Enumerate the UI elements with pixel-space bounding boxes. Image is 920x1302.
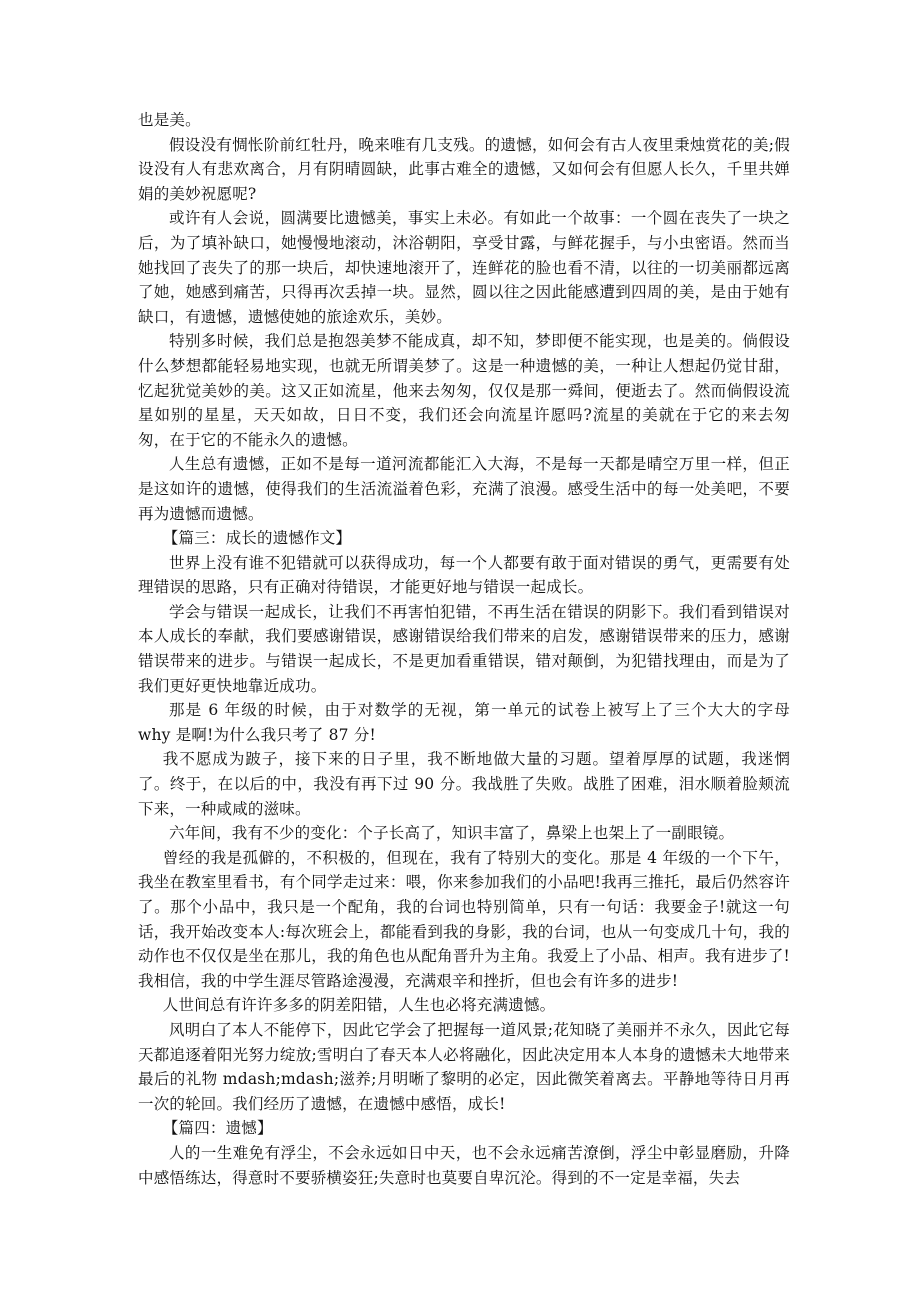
paragraph: 那是 6 年级的时候，由于对数学的无视，第一单元的试卷上被写上了三个大大的字母 why 是啊!为什么我只考了 87 分! — [138, 701, 790, 744]
paragraph: 人生总有遗憾，正如不是每一道河流都能汇入大海，不是每一天都是晴空万里一样，但正是这如许的遗憾，使得我们的生活流溢着色彩，充满了浪漫。感受生活中的每一处美吧，不要再为遗憾而遗憾。 — [138, 455, 790, 523]
paragraph: 学会与错误一起成长，让我们不再害怕犯错，不再生活在错误的阴影下。我们看到错误对本人成长的奉献，我们要感谢错误，感谢错误给我们带来的启发，感谢错误带来的压力，感谢错误带来的进步。与错误一起成长，不是更加看重错误，错对颠倒，为犯错找理由，而是为了我们更好更快地靠近成功。 — [138, 602, 790, 695]
paragraph: 风明白了本人不能停下，因此它学会了把握每一道风景;花知晓了美丽并不永久，因此它每天都追逐着阳光努力绽放;雪明白了春天本人必将融化，因此决定用本人本身的遗憾未大地带来最后的礼物 mdash;mdash;滋养;月明晰了黎明的必定，因此微笑着离去。平静地等待日月再一次的轮回。我们经历了遗憾，在遗憾中感悟，成长! — [138, 1020, 790, 1113]
paragraph: 特别多时候，我们总是抱怨美梦不能成真，却不知，梦即便不能实现，也是美的。倘假设什么梦想都能轻易地实现，也就无所谓美梦了。这是一种遗憾的美，一种让人想起仍觉甘甜，忆起犹觉美妙的美。这又正如流星，他来去匆匆，仅仅是那一舜间，便逝去了。然而倘假设流星如别的星星，天天如故，日日不变，我们还会向流星许愿吗?流星的美就在于它的来去匆匆，在于它的不能永久的遗憾。 — [138, 332, 790, 449]
document-page — [138, 108, 790, 1190]
paragraph: 人的一生难免有浮尘，不会永远如日中天，也不会永远痛苦潦倒，浮尘中彰显磨励，升降中感悟练达，得意时不要骄横姿狂;失意时也莫要自卑沉沦。得到的不一定是幸福，失去 — [138, 1143, 790, 1187]
paragraph: 六年间，我有不少的变化：个子长高了，知识丰富了，鼻梁上也架上了一副眼镜。 — [169, 824, 735, 843]
paragraph: 或许有人会说，圆满要比遗憾美，事实上未必。有如此一个故事：一个圆在丧失了一块之后，为了填补缺口，她慢慢地滚动，沐浴朝阳，享受甘露，与鲜花握手，与小虫密语。然而当她找回了丧失了的那一块后，却快速地滚开了，连鲜花的脸也看不清，以往的一切美丽都远离了她，她感到痛苦，只得再次丢掉一块。显然，圆以往之因此能感遭到四周的美，是由于她有缺口，有遗憾，遗憾使她的旅途欢乐，美妙。 — [138, 209, 790, 326]
paragraph-continuation: 也是美。 — [138, 111, 201, 129]
paragraph: 假设没有惆怅阶前红牡丹，晚来唯有几支残。的遗憾，如何会有古人夜里秉烛赏花的美;假设没有人有悲欢离合，月有阴晴圆缺，此事古难全的遗憾，又如何会有但愿人长久，千里共婵娟的美妙祝愿呢? — [138, 135, 790, 203]
paragraph: 我不愿成为跛子，接下来的日子里，我不断地做大量的习题。望着厚厚的试题，我迷惘了。终于，在以后的中，我没有再下过 90 分。我战胜了失败。战胜了困难，泪水顺着脸颊流下来，一种咸咸的滋味。 — [138, 750, 790, 818]
paragraph: 人世间总有许许多多的阴差阳错，人生也必将充满遗憾。 — [162, 996, 556, 1015]
section-heading: 【篇四：遗憾】 — [162, 1119, 273, 1138]
paragraph: 世界上没有谁不犯错就可以获得成功，每一个人都要有敢于面对错误的勇气，更需要有处理错误的思路，只有正确对待错误，才能更好地与错误一起成长。 — [138, 553, 790, 597]
section-heading: 【篇三：成长的遗憾作文】 — [162, 529, 352, 548]
paragraph: 曾经的我是孤僻的，不积极的，但现在，我有了特别大的变化。那是 4 年级的一个下午，我坐在教室里看书，有个同学走过来：喂，你来参加我们的小品吧!我再三推托，最后仍然容许了。那个小品中，我只是一个配角，我的台词也特别简单，只有一句话：我要金子!就这一句话，我开始改变本人:每次班会上，都能看到我的身影，我的台词，也从一句变成几十句，我的动作也不仅仅是坐在那儿，我的角色也从配角晋升为主角。我爱上了小品、相声。我有进步了!我相信，我的中学生涯尽管路途漫漫，充满艰辛和挫折，但也会有许多的进步! — [138, 848, 790, 990]
